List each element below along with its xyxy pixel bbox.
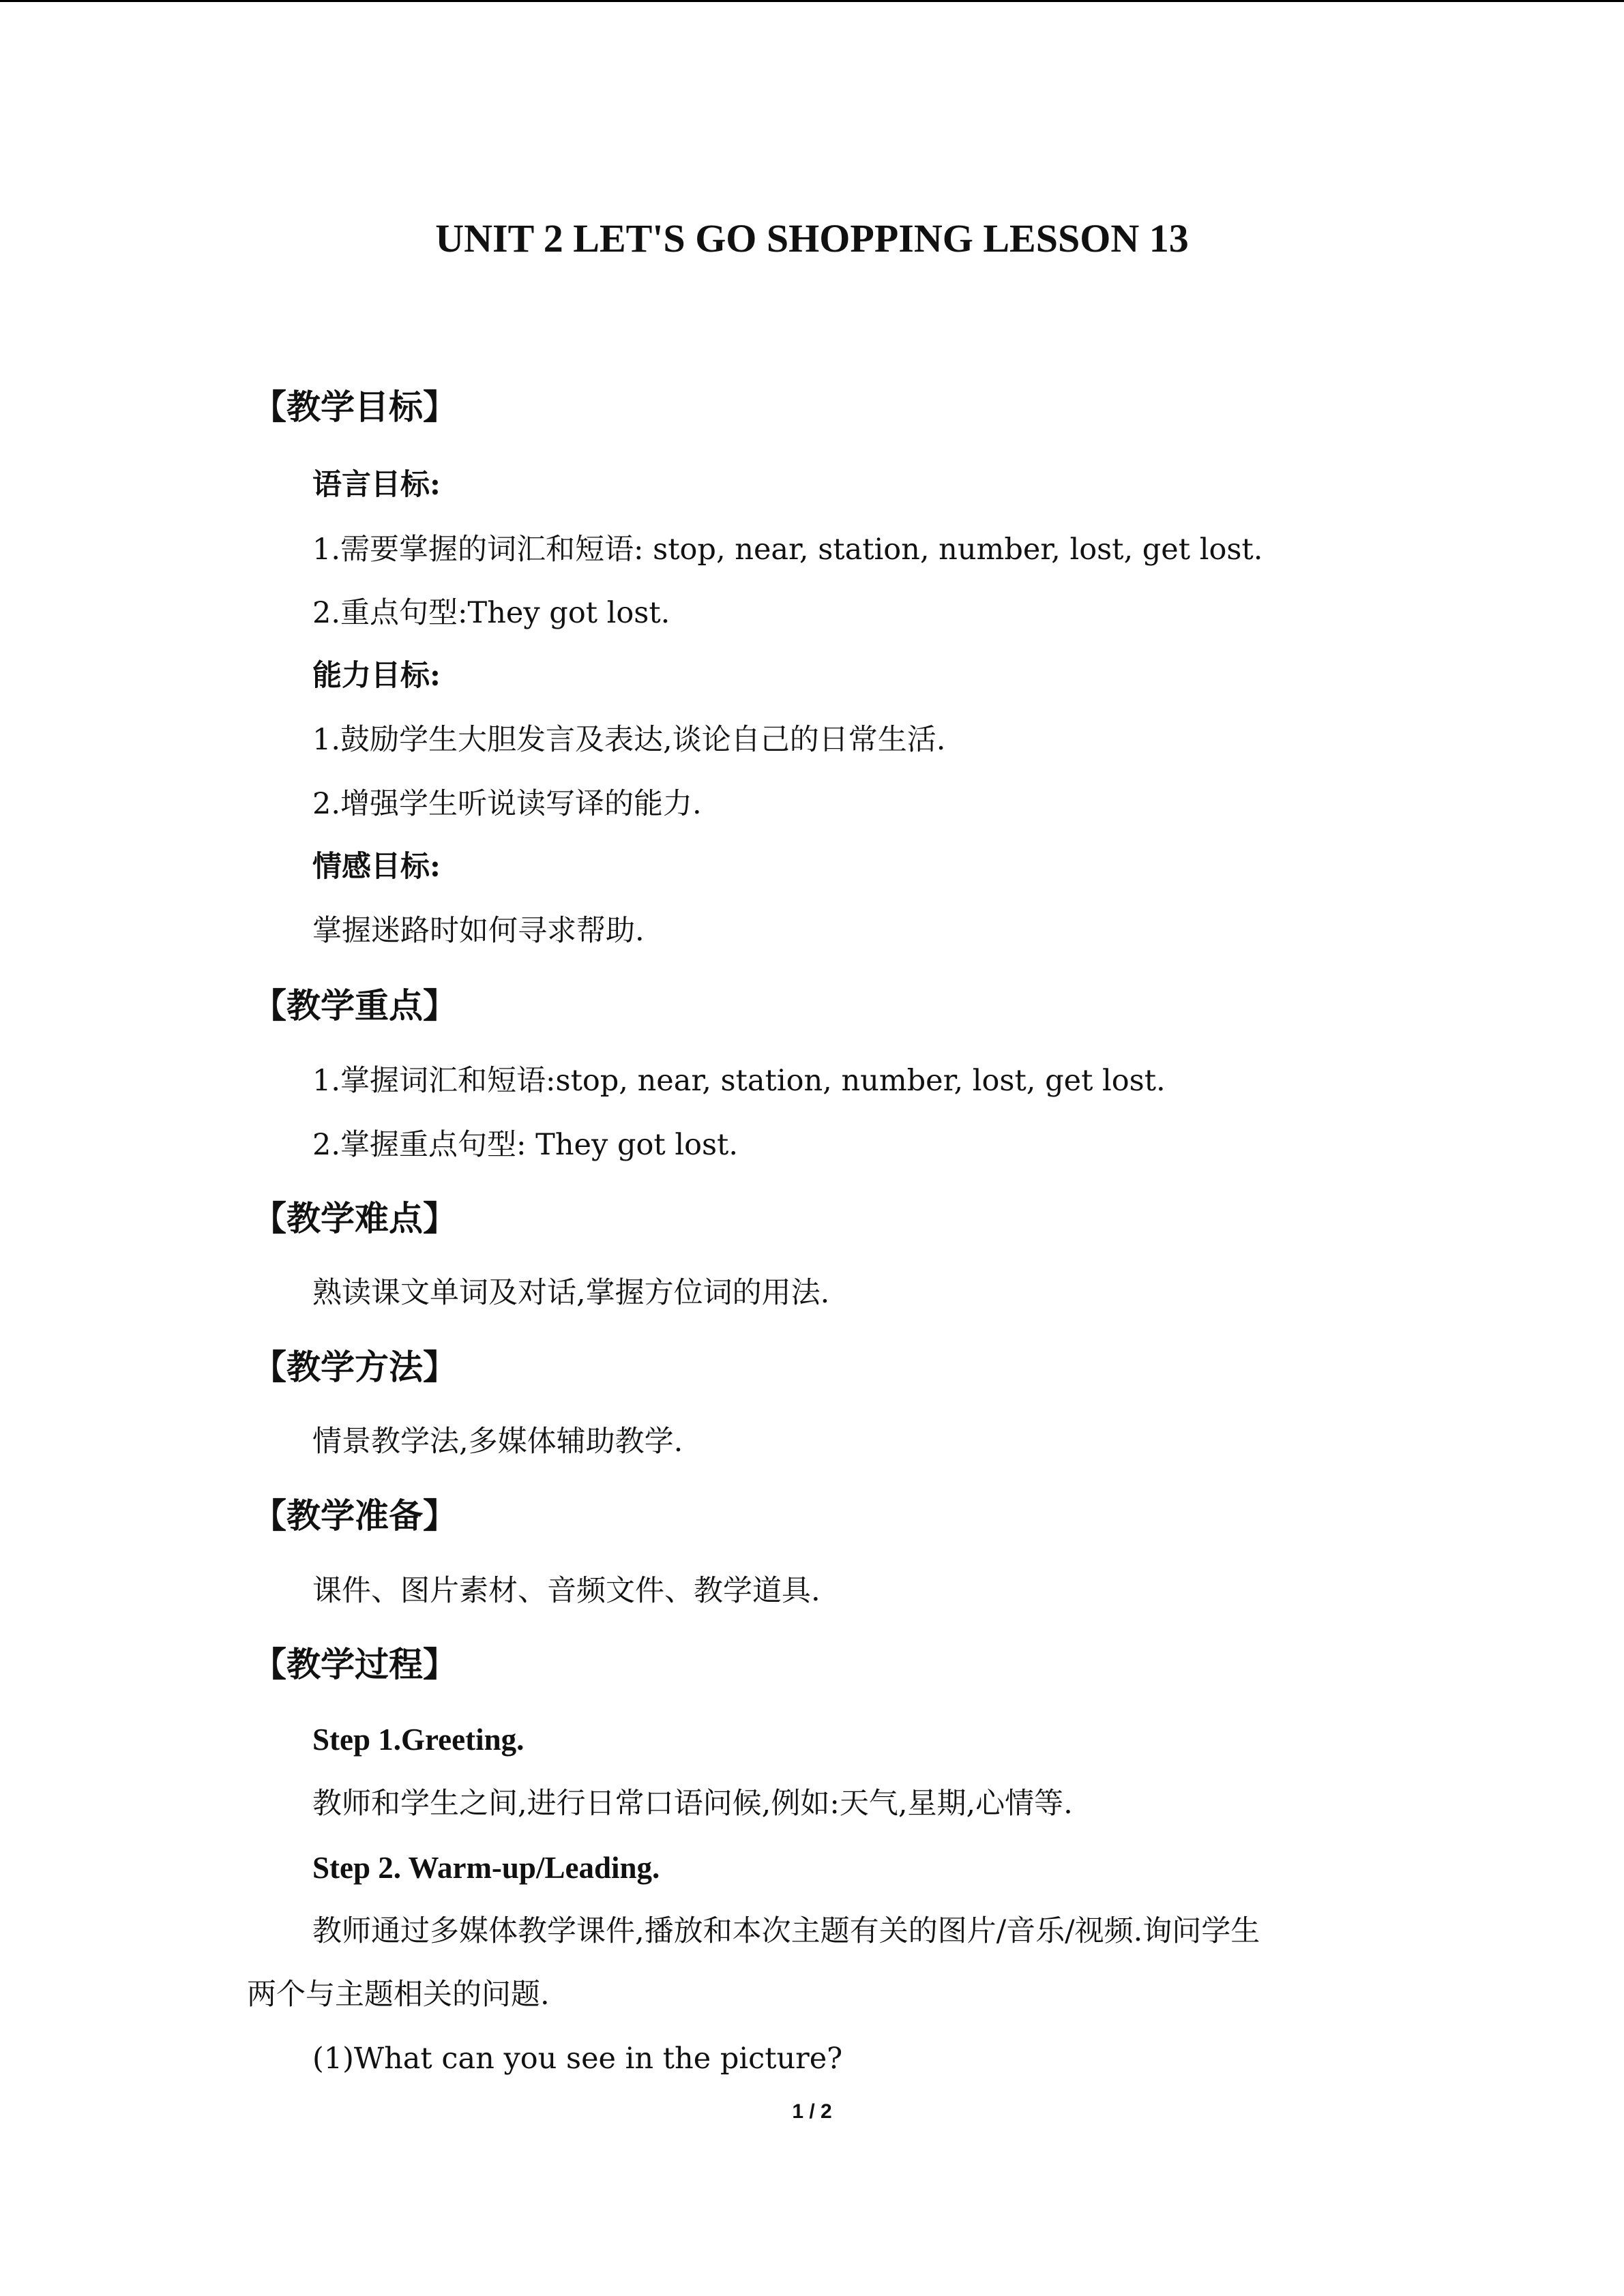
step-2-title: Step 2. Warm-up/Leading. [312, 1851, 660, 1885]
difficulty-item: 熟读课文单词及对话,掌握方位词的用法. [312, 1276, 830, 1310]
ability-objective-item: 1.鼓励学生大胆发言及表达,谈论自己的日常生活. [312, 723, 946, 757]
preparation-item: 课件、图片素材、音频文件、教学道具. [312, 1574, 821, 1608]
question-item: (1)What can you see in the picture? [312, 2042, 843, 2076]
heading-objectives: 【教学目标】 [252, 387, 457, 427]
heading-process: 【教学过程】 [252, 1644, 457, 1684]
heading-methods: 【教学方法】 [252, 1347, 457, 1387]
key-point-item: 2.掌握重点句型: They got lost. [312, 1128, 738, 1162]
ability-objectives-label: 能力目标: [312, 659, 441, 693]
emotion-objectives-label: 情感目标: [312, 850, 441, 884]
step-2-text-continued: 两个与主题相关的问题. [247, 1978, 550, 2012]
language-objectives-label: 语言目标: [312, 468, 441, 502]
step-1-text: 教师和学生之间,进行日常口语问候,例如:天气,星期,心情等. [312, 1787, 1073, 1821]
language-objective-item: 1.需要掌握的词汇和短语: stop, near, station, number, lost, get lost. [312, 533, 1263, 567]
ability-objective-item: 2.增强学生听说读写译的能力. [312, 787, 702, 821]
step-2-text: 教师通过多媒体教学课件,播放和本次主题有关的图片/音乐/视频.询问学生 [312, 1914, 1260, 1948]
heading-difficulties: 【教学难点】 [252, 1198, 457, 1238]
page-title: UNIT 2 LET'S GO SHOPPING LESSON 13 [435, 216, 1189, 260]
heading-preparation: 【教学准备】 [252, 1495, 457, 1536]
top-border [0, 0, 1624, 2]
heading-key-points: 【教学重点】 [252, 985, 457, 1026]
page-number: 1 / 2 [792, 2100, 832, 2123]
step-1-title: Step 1.Greeting. [312, 1723, 525, 1757]
key-point-item: 1.掌握词汇和短语:stop, near, station, number, lost, get lost. [312, 1064, 1166, 1098]
method-item: 情景教学法,多媒体辅助教学. [312, 1425, 683, 1459]
emotion-objective-item: 掌握迷路时如何寻求帮助. [312, 914, 645, 948]
language-objective-item: 2.重点句型:They got lost. [312, 596, 670, 630]
